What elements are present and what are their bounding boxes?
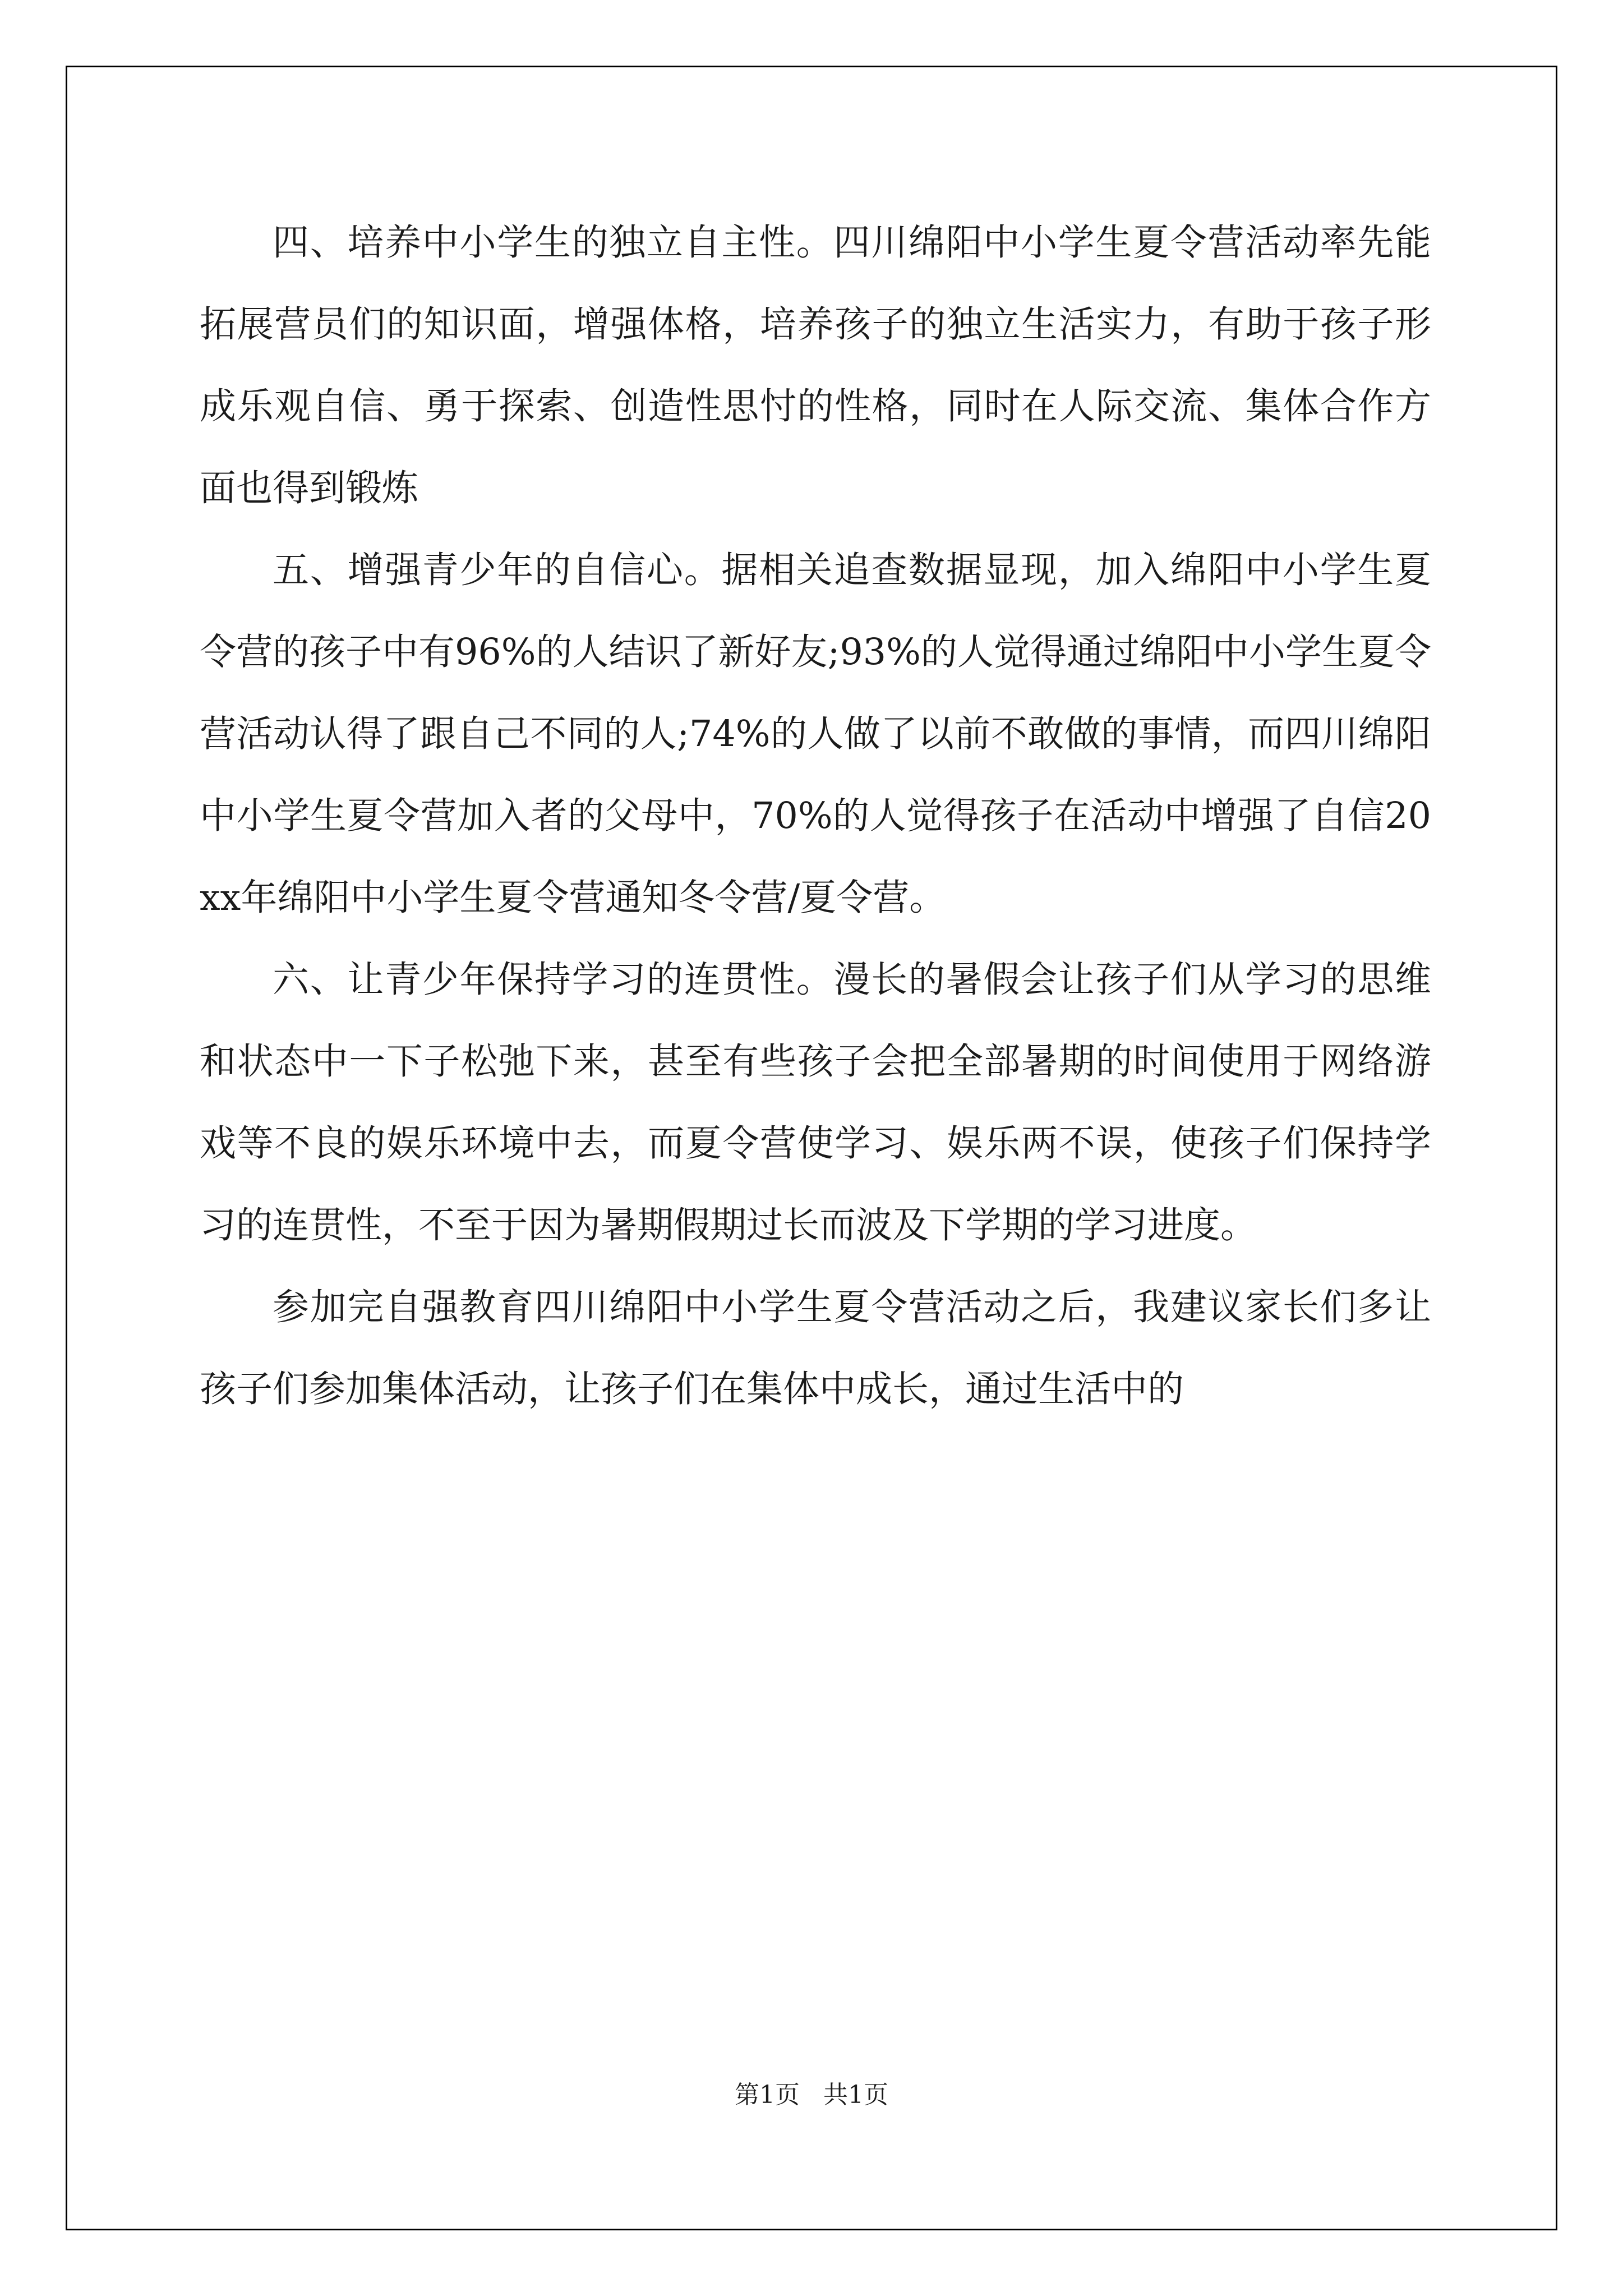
document-body <box>200 202 1431 1430</box>
paragraph-1: 四、培养中小学生的独立自主性。四川绵阳中小学生夏令营活动率先能拓展营员们的知识面，增强体格，培养孩子的独立生活实力，有助于孩子形成乐观自信、勇于探索、创造性思忖的性格，同时在人际交流、集体合作方面也得到锻炼 <box>200 222 1431 509</box>
paragraph-4: 参加完自强教育四川绵阳中小学生夏令营活动之后，我建议家长们多让孩子们参加集体活动，让孩子们在集体中成长，通过生活中的 <box>200 1286 1431 1410</box>
paragraph-2: 五、增强青少年的自信心。据相关追查数据显现，加入绵阳中小学生夏令营的孩子中有96%的人结识了新好友;93%的人觉得通过绵阳中小学生夏令营活动认得了跟自己不同的人;74%的人做了以前不敢做的事情，而四川绵阳中小学生夏令营加入者的父母中，70%的人觉得孩子在活动中增强了自信20xx年绵阳中小学生夏令营通知冬令营/夏令营。 <box>200 549 1431 919</box>
page-number-footer: 第1页 共1页 <box>735 2081 888 2109</box>
paragraph-3: 六、让青少年保持学习的连贯性。漫长的暑假会让孩子们从学习的思维和状态中一下子松弛下来，甚至有些孩子会把全部暑期的时间使用于网络游戏等不良的娱乐环境中去，而夏令营使学习、娱乐两不误，使孩子们保持学习的连贯性，不至于因为暑期假期过长而波及下学期的学习进度。 <box>200 959 1431 1246</box>
